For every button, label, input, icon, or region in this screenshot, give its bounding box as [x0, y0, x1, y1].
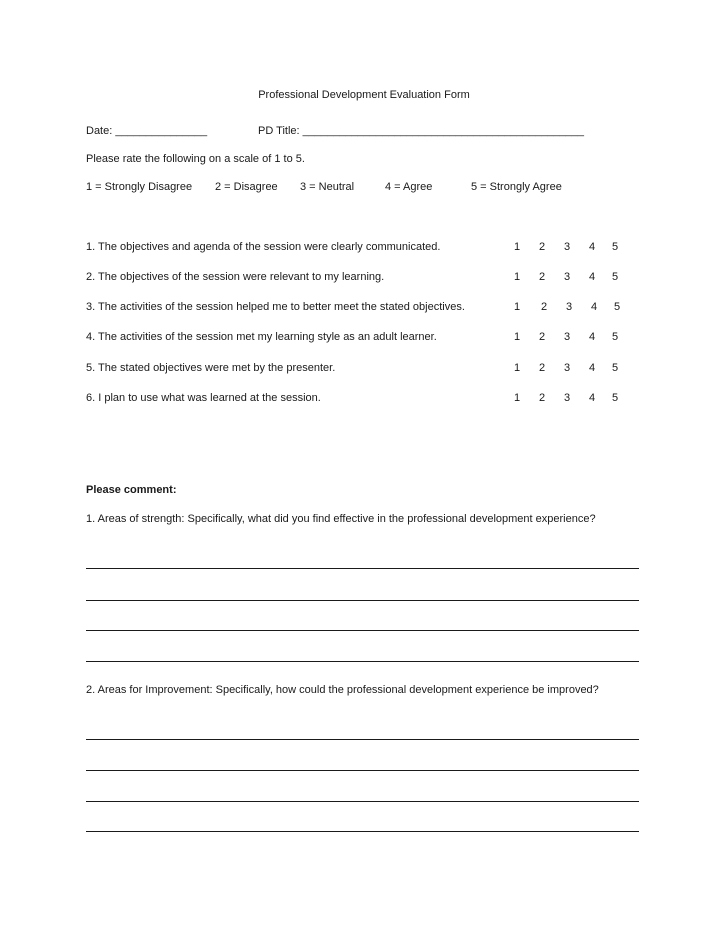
rating-2[interactable]: 2: [538, 392, 546, 404]
item-text: 1. The objectives and agenda of the session were clearly communicated.: [86, 241, 441, 253]
item-text: 4. The activities of the session met my learning style as an adult learner.: [86, 331, 437, 343]
rating-3[interactable]: 3: [563, 271, 571, 283]
answer-line-strengths-4[interactable]: [86, 661, 639, 662]
rating-3[interactable]: 3: [563, 392, 571, 404]
scale-label-1: 1 = Strongly Disagree: [86, 181, 193, 193]
rating-2[interactable]: 2: [538, 271, 546, 283]
rating-5[interactable]: 5: [611, 241, 619, 253]
rating-2[interactable]: 2: [538, 241, 546, 253]
scale-label-2: 2 = Disagree: [215, 181, 278, 193]
answer-line-improvement-3[interactable]: [86, 801, 639, 802]
rating-1[interactable]: 1: [513, 301, 521, 313]
rating-3[interactable]: 3: [563, 241, 571, 253]
pd-title-field[interactable]: PD Title: ______________________________________________: [258, 125, 585, 137]
rating-2[interactable]: 2: [538, 331, 546, 343]
question-improvement: 2. Areas for Improvement: Specifically, how could the professional development experience be improved?: [86, 684, 599, 696]
rating-3[interactable]: 3: [563, 362, 571, 374]
rating-1[interactable]: 1: [513, 271, 521, 283]
date-field[interactable]: Date: _______________: [86, 125, 208, 137]
answer-line-strengths-2[interactable]: [86, 600, 639, 601]
rating-4[interactable]: 4: [588, 362, 596, 374]
rating-2[interactable]: 2: [538, 362, 546, 374]
scale-label-5: 5 = Strongly Agree: [471, 181, 562, 193]
rating-5[interactable]: 5: [611, 271, 619, 283]
rating-3[interactable]: 3: [563, 331, 571, 343]
rating-4[interactable]: 4: [590, 301, 598, 313]
form-title: Professional Development Evaluation Form: [258, 89, 470, 101]
rating-4[interactable]: 4: [588, 271, 596, 283]
answer-line-improvement-1[interactable]: [86, 739, 639, 740]
answer-line-improvement-2[interactable]: [86, 770, 639, 771]
item-text: 6. I plan to use what was learned at the session.: [86, 392, 321, 404]
rating-4[interactable]: 4: [588, 331, 596, 343]
item-text: 3. The activities of the session helped me to better meet the stated objectives.: [86, 301, 465, 313]
rating-5[interactable]: 5: [611, 331, 619, 343]
rating-4[interactable]: 4: [588, 241, 596, 253]
scale-label-3: 3 = Neutral: [300, 181, 355, 193]
item-text: 2. The objectives of the session were relevant to my learning.: [86, 271, 385, 283]
rating-3[interactable]: 3: [565, 301, 573, 313]
rating-1[interactable]: 1: [513, 241, 521, 253]
rating-5[interactable]: 5: [611, 392, 619, 404]
item-text: 5. The stated objectives were met by the presenter.: [86, 362, 336, 374]
question-strengths: 1. Areas of strength: Specifically, what did you find effective in the professional development experience?: [86, 513, 596, 525]
rating-2[interactable]: 2: [540, 301, 548, 313]
answer-line-strengths-1[interactable]: [86, 568, 639, 569]
rating-4[interactable]: 4: [588, 392, 596, 404]
instructions: Please rate the following on a scale of 1 to 5.: [86, 153, 305, 165]
rating-5[interactable]: 5: [611, 362, 619, 374]
scale-label-4: 4 = Agree: [385, 181, 433, 193]
rating-1[interactable]: 1: [513, 392, 521, 404]
answer-line-strengths-3[interactable]: [86, 630, 639, 631]
answer-line-improvement-4[interactable]: [86, 831, 639, 832]
rating-1[interactable]: 1: [513, 331, 521, 343]
comment-heading: Please comment:: [86, 484, 177, 496]
rating-5[interactable]: 5: [613, 301, 621, 313]
rating-1[interactable]: 1: [513, 362, 521, 374]
